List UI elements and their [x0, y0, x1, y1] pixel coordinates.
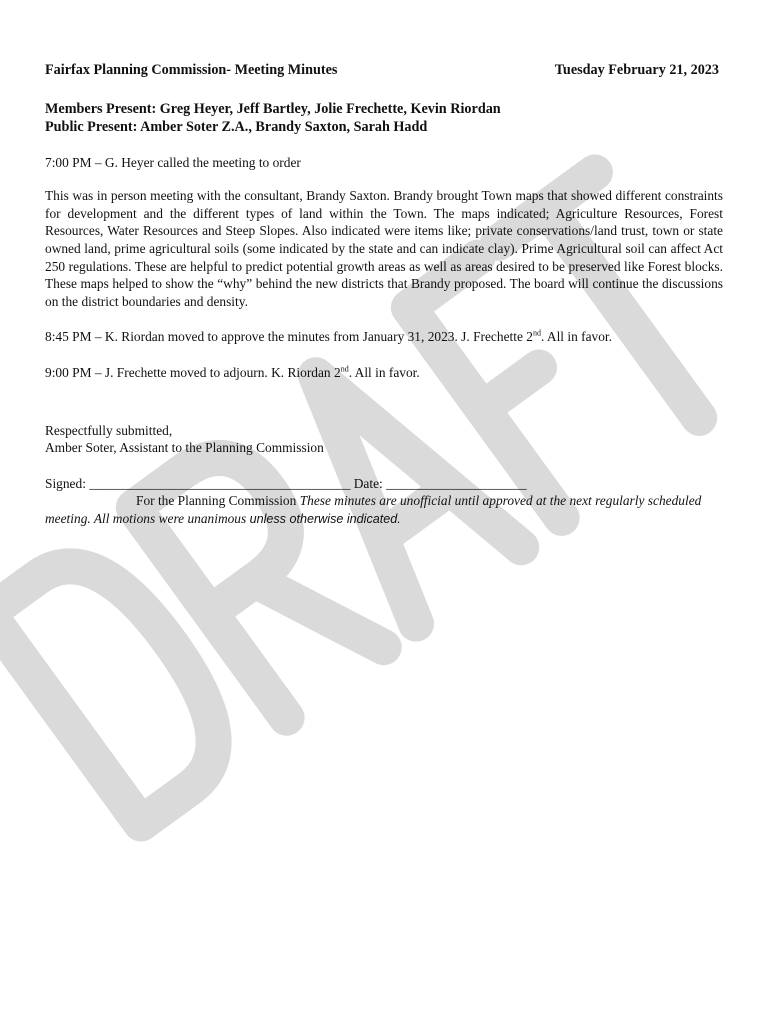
document-title: Fairfax Planning Commission- Meeting Minutes [45, 62, 338, 78]
motion-adjourn-result: . All in favor. [348, 364, 420, 380]
date-label: Date: [353, 475, 383, 491]
watermark-letter-d [0, 537, 246, 824]
unofficial-note: These minutes are unofficial until approved at the next regularly scheduled meeting. All motions were unanimous [45, 493, 702, 526]
closing-block [45, 422, 723, 457]
motion-approve-text: 8:45 PM – K. Riordan moved to approve the minutes from January 31, 2023. J. Frechette 2 [45, 329, 533, 345]
signature-note [45, 492, 723, 528]
date-blank: _____________________ [386, 475, 527, 491]
closing-salutation: Respectfully submitted, [45, 422, 173, 438]
public-present: Public Present: Amber Soter Z.A., Brandy Saxton, Sarah Hadd [45, 118, 428, 135]
motion-adjourn-ordinal: nd [340, 364, 349, 374]
call-to-order: 7:00 PM – G. Heyer called the meeting to order [45, 154, 301, 170]
motion-adjourn [45, 364, 723, 382]
signed-label: Signed: [45, 475, 86, 491]
motion-adjourn-text: 9:00 PM – J. Frechette moved to adjourn. K. Riordan 2 [45, 364, 341, 380]
for-commission-text: For the Planning Commission [136, 493, 297, 509]
motion-approve-minutes [45, 328, 723, 346]
members-present: Members Present: Greg Heyer, Jeff Bartley, Jolie Frechette, Kevin Riordan [45, 100, 501, 117]
discussion-paragraph: This was in person meeting with the consultant, Brandy Saxton. Brandy brought Town maps that showed different constraints for development and the different types of land within the Town. The maps indicated; Agriculture Resources, Forest Resources, Water Resources and Steep Slopes. Also indicated were items like; private conservations/land trust, town or state owned land, prime agricultural soils (some indicated by the state and can indicate clay). Prime Agricultural soil can affect Act 250 regulations. These are helpful to predict potential growth areas as well as areas desired to be preserved like Forest blocks. These maps helped to show the “why” behind the new districts that Brandy proposed. The board will continue the discussions on the district boundaries and density. [45, 188, 723, 309]
signed-blank: _______________________________________ [89, 475, 351, 491]
document-header [45, 62, 723, 80]
minutes-document [45, 62, 723, 529]
unanimous-note: unless otherwise indicated. [249, 511, 401, 526]
closing-signer: Amber Soter, Assistant to the Planning Commission [45, 440, 324, 456]
motion-approve-ordinal: nd [532, 328, 541, 338]
meeting-date: Tuesday February 21, 2023 [554, 62, 719, 78]
motion-approve-result: . All in favor. [540, 329, 612, 345]
signature-line [45, 475, 723, 493]
